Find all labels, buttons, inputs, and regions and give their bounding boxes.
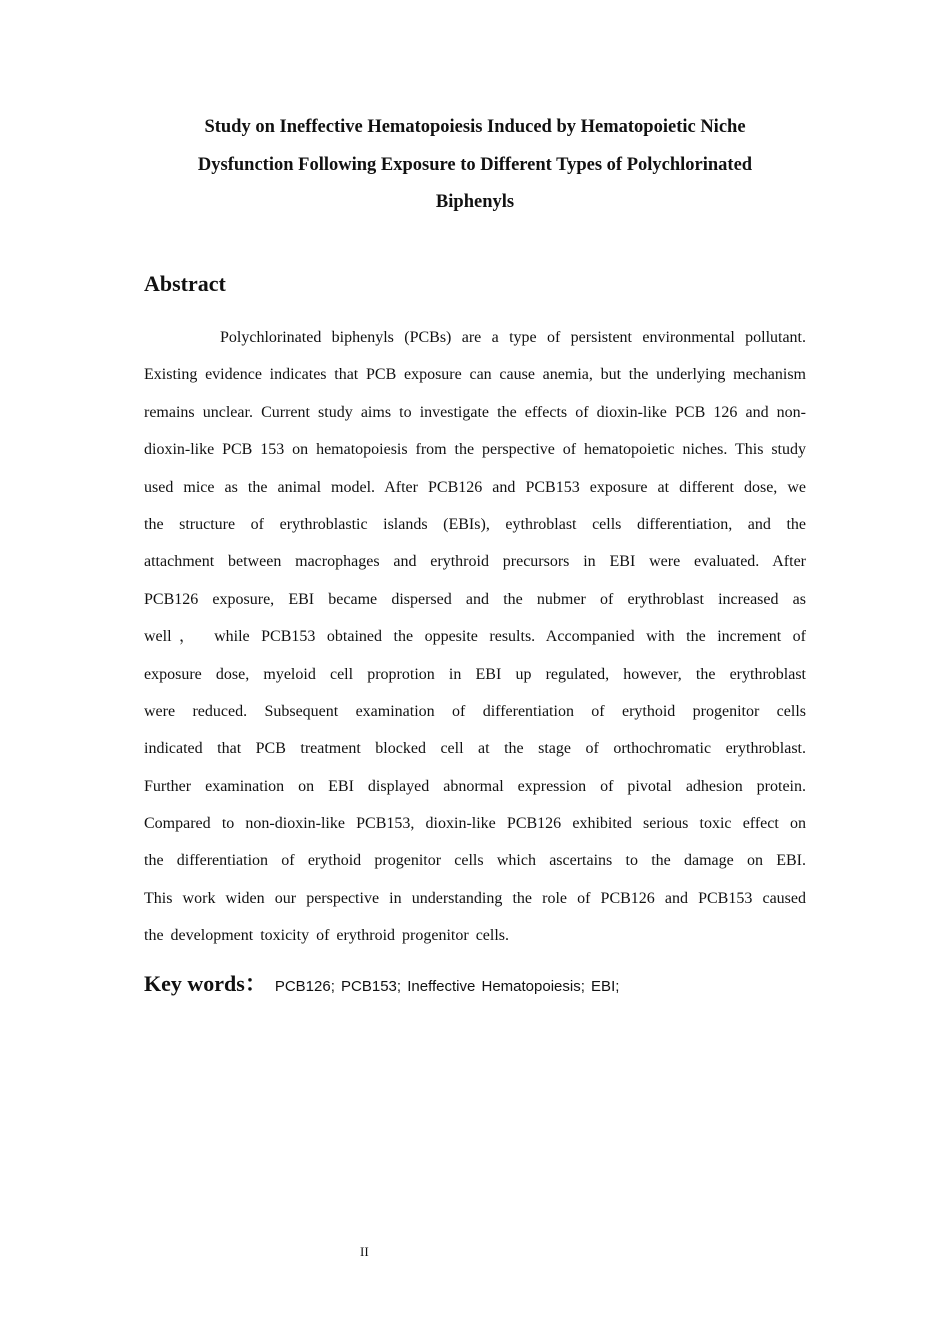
abstract-line: Compared to non-dioxin-like PCB153, dioxin-like PCB126 exhibited serious toxic effect on [144, 815, 806, 833]
abstract-line: used mice as the animal model. After PCB126 and PCB153 exposure at different dose, we [144, 478, 806, 496]
abstract-line: the structure of erythroblastic islands (EBIs), eythroblast cells differentiation, and the [144, 515, 806, 533]
keywords [144, 967, 619, 998]
abstract-line: the development toxicity of erythroid progenitor cells. [144, 927, 510, 945]
title-line: Biphenyls [435, 192, 515, 212]
abstract-line: PCB126 exposure, EBI became dispersed and the nubmer of erythroblast increased as [144, 590, 806, 608]
abstract-heading: Abstract [144, 271, 226, 296]
paper-title [160, 109, 790, 222]
keywords-list: PCB126; PCB153; Ineffective Hematopoiesis; EBI; [274, 978, 620, 995]
abstract-line: Existing evidence indicates that PCB exposure can cause anemia, but the underlying mechanism [144, 366, 806, 384]
title-line: Study on Ineffective Hematopoiesis Induced by Hematopoietic Niche [204, 117, 746, 137]
title-line: Dysfunction Following Exposure to Different Types of Polychlorinated [197, 154, 753, 175]
abstract-line: This work widen our perspective in understanding the role of PCB126 and PCB153 caused [144, 889, 806, 907]
abstract-line: indicated that PCB treatment blocked cell at the stage of orthochromatic erythroblast. [144, 740, 806, 758]
abstract-line: well， while PCB153 obtained the oppesite results. Accompanied with the increment of [144, 628, 806, 646]
abstract-line: attachment between macrophages and erythroid precursors in EBI were evaluated. After [144, 553, 806, 571]
abstract-line: the differentiation of erythoid progenitor cells which ascertains to the damage on EBI. [144, 852, 806, 870]
abstract-line: dioxin-like PCB 153 on hematopoiesis from the perspective of hematopoietic niches. This study [144, 441, 806, 459]
abstract-line: exposure dose, myeloid cell proprotion in EBI up regulated, however, the erythroblast [144, 665, 806, 683]
abstract-line: Further examination on EBI displayed abnormal expression of pivotal adhesion protein. [144, 777, 806, 795]
abstract-body [144, 319, 806, 955]
abstract-line: were reduced. Subsequent examination of differentiation of erythoid progenitor cells [144, 702, 806, 720]
page-number: II [360, 1244, 369, 1259]
keywords-label: Key words： [144, 971, 267, 996]
abstract-line: Polychlorinated biphenyls (PCBs) are a type of persistent environmental pollutant. [220, 329, 806, 346]
abstract-line: remains unclear. Current study aims to investigate the effects of dioxin-like PCB 126 and non- [144, 403, 806, 421]
